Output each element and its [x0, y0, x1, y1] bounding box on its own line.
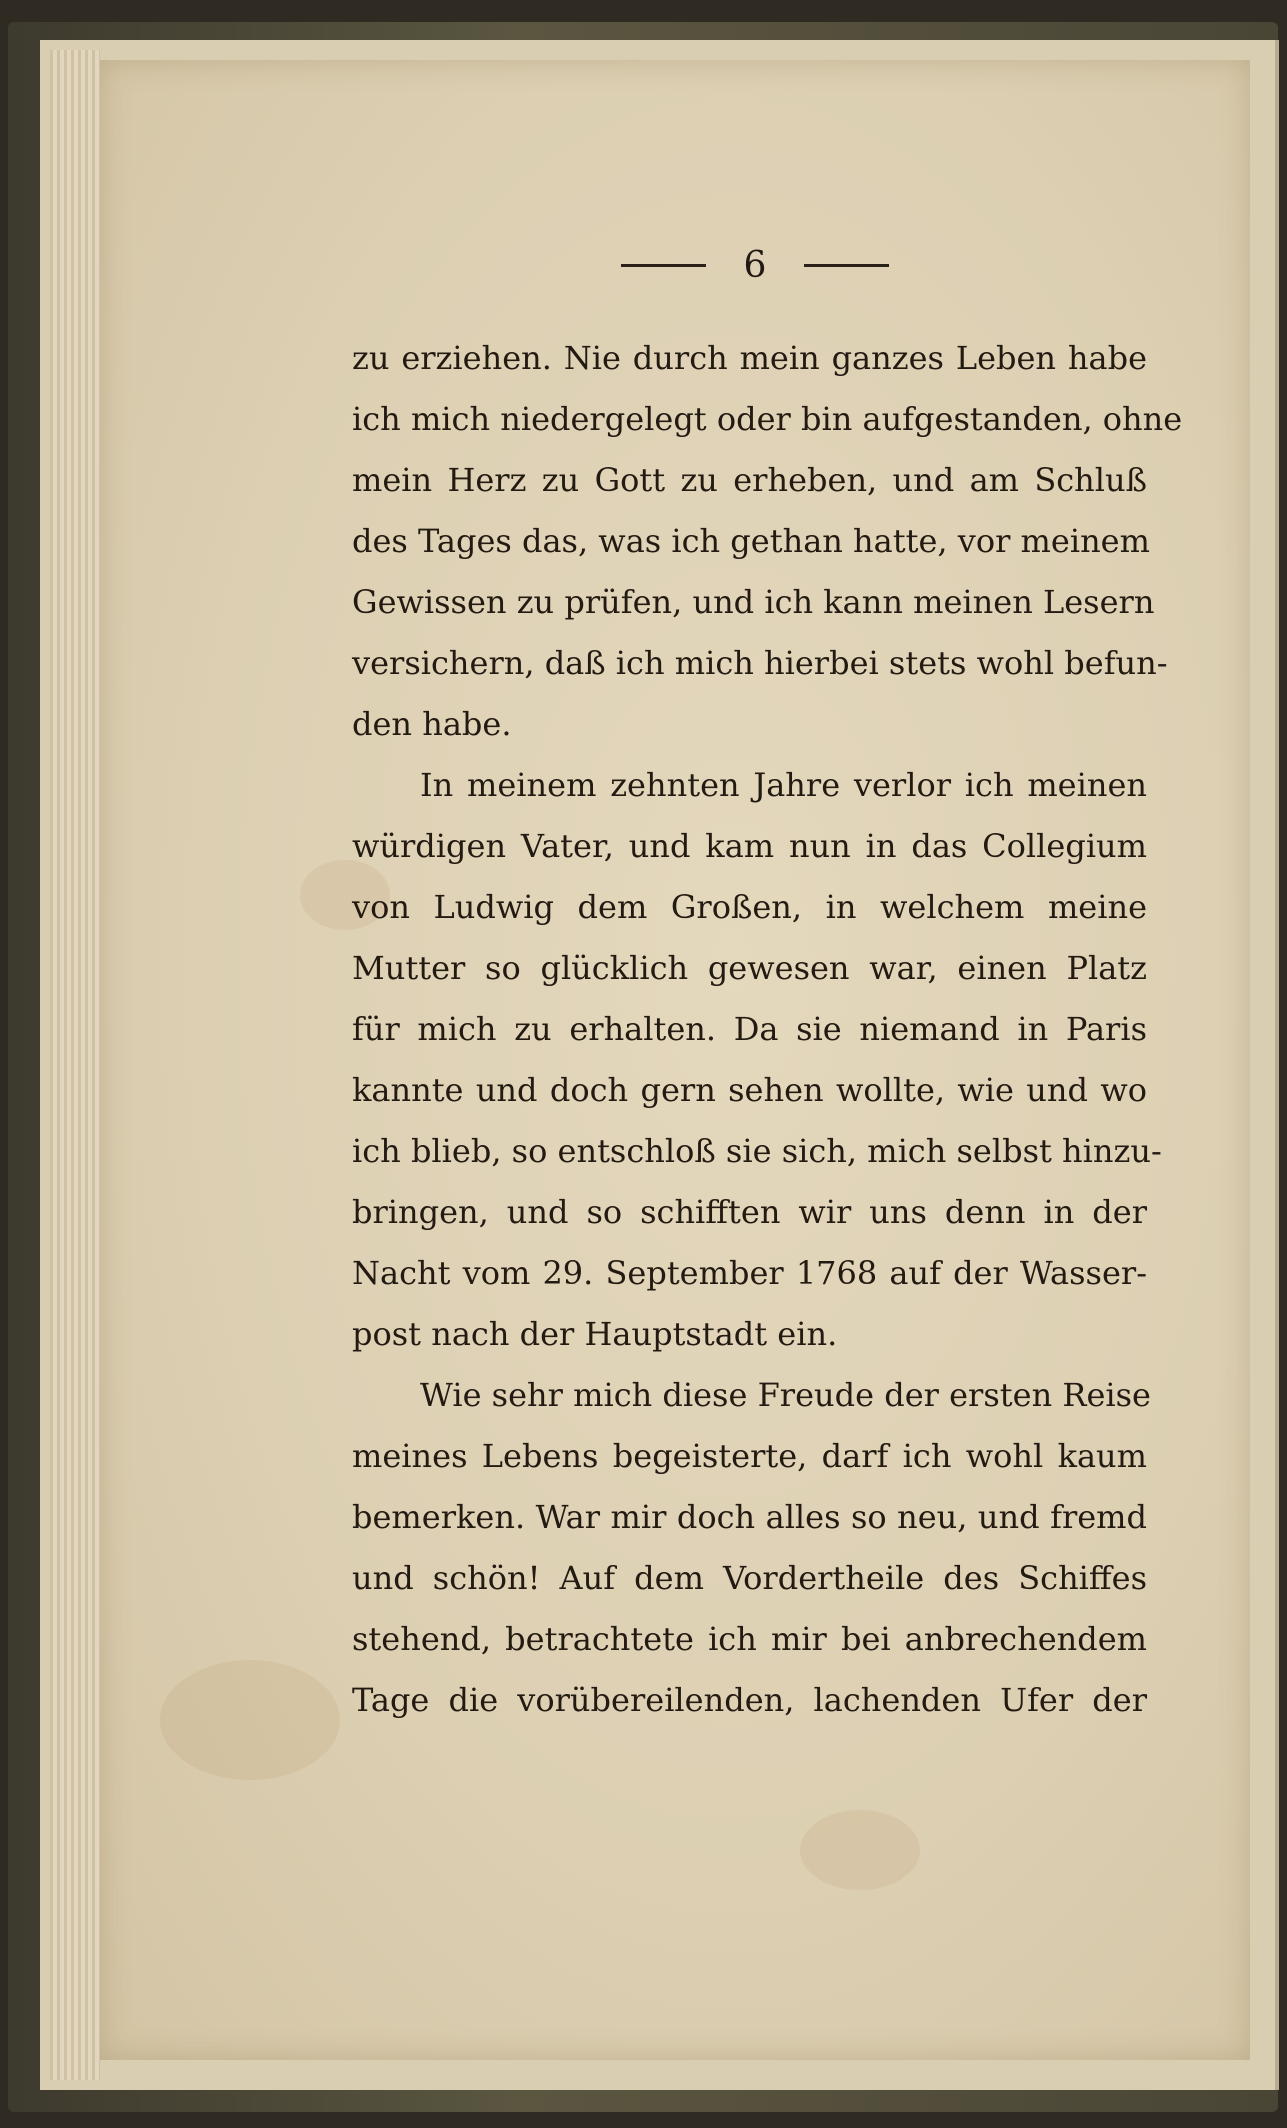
text-line: und schön! Auf dem Vordertheile des Schiffes	[352, 1559, 1147, 1597]
paragraph-3	[352, 1365, 1151, 1731]
text-line: versichern, daß ich mich hierbei stets wohl befun-	[352, 644, 1168, 682]
text-line: Mutter so glücklich gewesen war, einen Platz	[352, 949, 1147, 987]
body-text	[352, 328, 1183, 1731]
text-line: von Ludwig dem Großen, in welchem meine	[352, 888, 1147, 926]
text-line: bringen, und so schifften wir uns denn in der	[352, 1193, 1147, 1231]
header-rule-left	[621, 264, 706, 267]
text-line: ich mich niedergelegt oder bin aufgestanden, ohne	[352, 400, 1183, 438]
text-line: für mich zu erhalten. Da sie niemand in Paris	[352, 1010, 1147, 1048]
text-line: In meinem zehnten Jahre verlor ich meinen	[420, 766, 1147, 804]
paper-stain	[800, 1810, 920, 1890]
text-line: meines Lebens begeisterte, darf ich wohl kaum	[352, 1437, 1147, 1475]
text-line: zu erziehen. Nie durch mein ganzes Leben habe	[352, 339, 1147, 377]
text-line: des Tages das, was ich gethan hatte, vor meinem	[352, 522, 1150, 560]
page-header	[605, 245, 905, 295]
text-line: würdigen Vater, und kam nun in das Collegium	[352, 827, 1147, 865]
text-line: bemerken. War mir doch alles so neu, und fremd	[352, 1498, 1147, 1536]
paragraph-2	[352, 755, 1162, 1365]
text-line: Tage die vorübereilenden, lachenden Ufer der	[352, 1681, 1147, 1719]
page-number: 6	[743, 245, 767, 286]
text-line: Nacht vom 29. September 1768 auf der Wasser-	[352, 1254, 1147, 1292]
text-line: den habe.	[352, 705, 512, 743]
text-line: mein Herz zu Gott zu erheben, und am Schluß	[352, 461, 1147, 499]
text-line: post nach der Hauptstadt ein.	[352, 1315, 838, 1353]
paragraph-1	[352, 328, 1183, 755]
text-line: kannte und doch gern sehen wollte, wie und wo	[352, 1071, 1147, 1109]
text-line: Wie sehr mich diese Freude der ersten Reise	[420, 1376, 1151, 1414]
header-rule-right	[804, 264, 889, 267]
paper-stain	[160, 1660, 340, 1780]
text-line: Gewissen zu prüfen, und ich kann meinen Lesern	[352, 583, 1155, 621]
text-line: ich blieb, so entschloß sie sich, mich selbst hinzu-	[352, 1132, 1162, 1170]
text-line: stehend, betrachtete ich mir bei anbrechendem	[352, 1620, 1147, 1658]
